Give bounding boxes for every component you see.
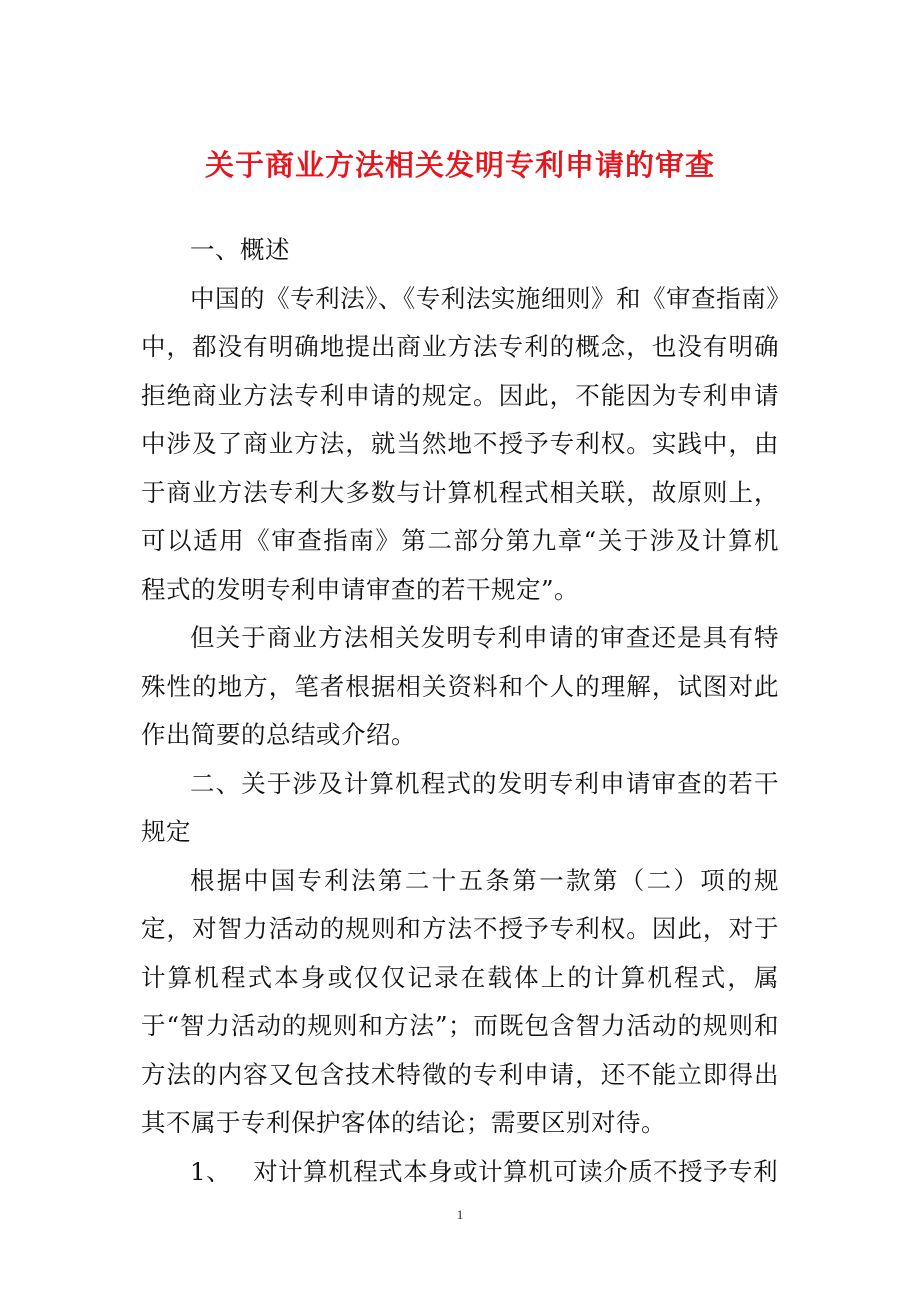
document-body [141,226,779,1196]
section-heading-computer-program: 二、关于涉及计算机程式的发明专利申请审查的若干规定 [141,768,779,846]
list-item-number: 1、 [190,1156,232,1186]
document-title: 关于商业方法相关发明专利申请的审查 [204,148,715,182]
list-item [141,1148,779,1197]
paragraph-patent-law-article: 根据中国专利法第二十五条第一款第（二）项的规定，对智力活动的规则和方法不授予专利权。因此，对于计算机程式本身或仅仅记录在载体上的计算机程式，属于“智力活动的规则和方法”；而既包含智力活动的规则和方法的内容又包含技术特徵的专利申请，还不能立即得出其不属于专利保护客体的结论；需要区别对待。 [141,865,779,1137]
section-heading-overview: 一、概述 [190,235,290,264]
list-item-text: 对计算机程式本身或计算机可读介质不授予专利 [253,1156,779,1186]
paragraph-overview: 中国的《专利法》、《专利法实施细则》和《审查指南》中，都没有明确地提出商业方法专利的概念，也没有明确拒绝商业方法专利申请的规定。因此，不能因为专利申请中涉及了商业方法，就当然地不授予专利权。实践中，由于商业方法专利大多数与计算机程式相关联，故原则上，可以适用《审查指南》第二部分第九章“关于涉及计算机程式的发明专利申请审查的若干规定”。 [141,283,779,604]
page-number: 1 [456,1207,464,1222]
paragraph-particularity: 但关于商业方法相关发明专利申请的审查还是具有特殊性的地方，笔者根据相关资料和个人的理解，试图对此作出简要的总结或介绍。 [141,623,779,749]
